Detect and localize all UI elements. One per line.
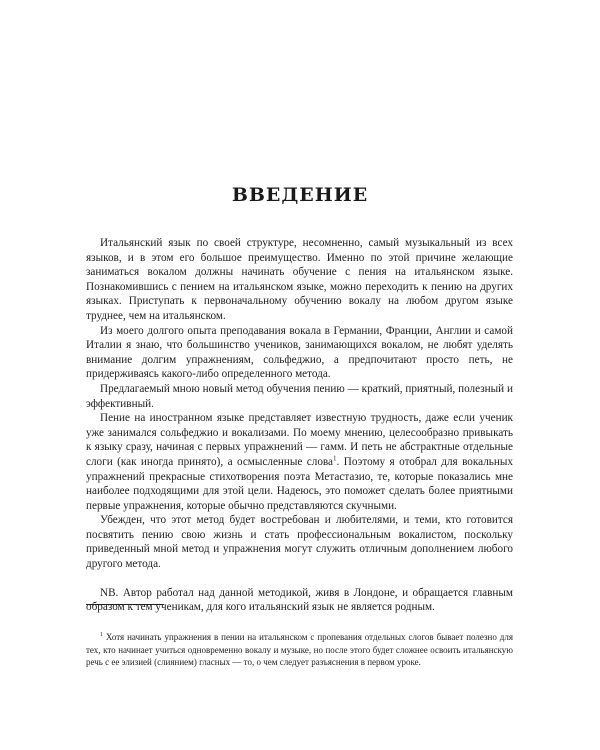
- paragraph-4: [86, 411, 513, 513]
- paragraph-4-text-after: . Поэтому я отобрал для вокальных упражнений прекрасные стихотворения поэта Метастазио, те, которые показались мне наиболее подходящими для этой цели. Надеюсь, это поможет сделать более приятными первые упражнения, которые обычно представляются скучными.: [86, 455, 513, 512]
- paragraph-4-text-before: Пение на иностранном языке представляет известную трудность, даже если ученик уже занимался сольфеджио и вокализами. По моему мнению, целесообразно привыкать к языку сразу, начиная с первых упражнений — гамм. И петь не абстрактные отдельные слоги (как иногда принято), а осмысленные слова: [86, 412, 513, 468]
- footnote-divider: [86, 604, 164, 605]
- footnote: [86, 631, 513, 669]
- footnote-marker: 1: [100, 632, 103, 638]
- paragraph-3: Предлагаемый мною новый метод обучения пению — краткий, приятный, полезный и эффективный.: [86, 382, 513, 410]
- paragraph-2: Из моего долгого опыта преподавания вокала в Германии, Франции, Англии и самой Италии я знаю, что большинство учеников, занимающихся вокалом, не любят уделять внимание долгим упражнениям, сольфеджио, а предпочитают просто петь, не придерживаясь какого-либо определенного метода.: [86, 324, 513, 381]
- paragraph-1: Итальянский язык по своей структуре, несомненно, самый музыкальный из всех языков, и в этом его большое преимущество. Именно по этой причине желающие заниматься вокалом должны начинать обучение с пения на итальянском языке. Познакомившись с пением на итальянском языке, можно переходить к пению на других языках. Приступать к первоначальному обучению вокалу на любом другом языке труднее, чем на итальянском.: [86, 237, 513, 322]
- footnote-reference[interactable]: 1: [333, 454, 337, 463]
- nb-text: Автор работал над данной методикой, живя в Лондоне, и обращается главным образом к тем ученикам, для кого итальянский язык не является родным.: [86, 586, 513, 614]
- page-title: ВВЕДЕНИЕ: [231, 184, 369, 206]
- footnote-text: Хотя начинать упражнения в пении на итальянском с пропевания отдельных слогов бывает полезно для тех, кто начинает учиться одновременно вокалу и музыке, но после этого будет сложнее освоить итальянскую речь с ее элизией (слиянием) гласных — то, о чем следует разъяснения в первом уроке.: [86, 632, 513, 668]
- nb-label: NB.: [100, 586, 119, 599]
- paragraph-5: Убежден, что этот метод будет востребован и любителями, и теми, кто готовится посвятить пению свою жизнь и стать профессиональным вокалистом, поскольку приведенный мной метод и упражнения могут служить отличным дополнением любого другого метода.: [86, 514, 513, 571]
- nb-note: [86, 586, 513, 615]
- main-text: [86, 236, 513, 615]
